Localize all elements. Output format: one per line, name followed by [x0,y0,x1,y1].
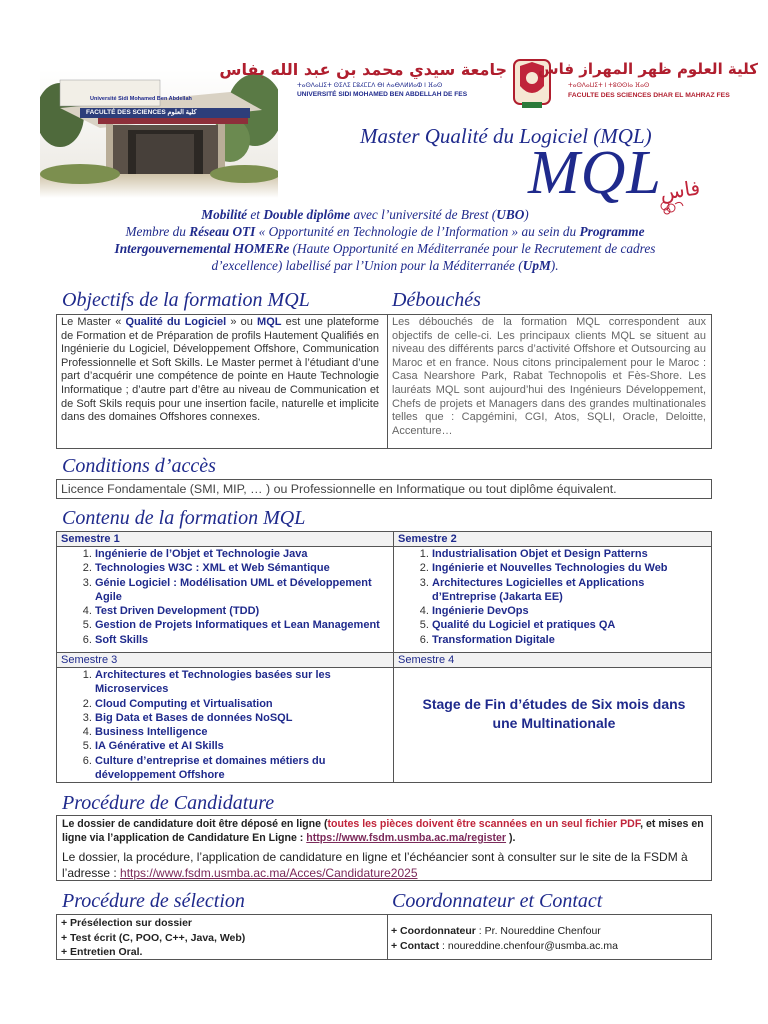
course-item: 6. Soft Skills [95,633,393,647]
course-item: 3. Big Data et Bases de données NoSQL [95,711,353,725]
conditions-title: Conditions d’accès [62,455,216,477]
coordinator-label: + Coordonnateur [391,925,476,937]
course-item: 4. Test Driven Development (TDD) [95,604,393,618]
qualite-logiciel-text: Qualité du Logiciel [125,316,227,328]
photo-sign-line2: FACULTÉ DES SCIENCES كلية العلوم [86,109,197,116]
selection-item: + Entretien Oral. [61,946,143,958]
course-item: 3. Architectures Logicielles et Applications d’Entreprise (Jakarta EE) [432,576,711,605]
selection-contact-divider [387,915,388,959]
master-title: Master Qualité du Logiciel (MQL) [360,124,652,148]
intro-text: ) [524,207,529,222]
selection-item: + Présélection sur dossier [61,917,193,929]
university-name-tifinagh: ⵜⴰⵙⴷⴰⵡⵉⵜ ⵙⵉⴷⵉ ⵎⵓⵃⵎⵎⴷ ⴱⵏ ⵄⴰⴱⴷⵍⵍⴰⵀ ⵏ ⴼⴰⵙ [297,82,443,89]
candidature-box [56,815,712,881]
candidature-text: Le dossier de candidature doit être déposé en ligne ( [62,818,328,830]
column-divider [387,315,388,448]
course-item: 3. Génie Logiciel : Modélisation UML et Développement Agile [95,576,393,605]
mql-text: MQL [257,316,282,328]
semestre-4-label: Semestre 4 [394,653,711,668]
semestre-1-label: Semestre 1 [57,532,393,547]
candidature-text: Le dossier, la procédure, l’application de candidature en ligne et l’échéancier sont à consulter sur le site de la FSDM à l’adresse : [62,850,688,880]
intro-block [60,206,710,274]
semestre-4-text: Stage de Fin d’études de Six mois dans une Multinationale [422,696,686,731]
course-item: 2. Cloud Computing et Virtualisation [95,697,353,711]
selection-item: + Test écrit (C, POO, C++, Java, Web) [61,931,246,944]
semestre-2-list [394,547,711,647]
intro-text: Membre du [125,224,190,239]
contenu-title: Contenu de la formation MQL [62,507,306,529]
course-item: 5. Qualité du Logiciel et pratiques QA [432,618,711,632]
intro-line-3 [60,240,710,257]
course-item: 4. Ingénierie DevOps [432,604,711,618]
course-item: 4. Business Intelligence [95,725,353,739]
semestre-1-cell [57,532,393,647]
university-logo [219,60,507,105]
contact-label: + Contact [391,940,440,952]
mql-logo-text: MQL [528,139,662,207]
objectifs-text-part: » ou [226,316,258,328]
course-item: 5. IA Générative et AI Skills [95,739,353,753]
pdf-requirement-text: toutes les pièces doivent être scannées en un seul fichier PDF [327,818,641,830]
intro-line-2 [60,223,710,240]
register-link[interactable]: https://www.fsdm.usmba.ac.ma/register [306,832,507,844]
mql-arabic-text: فاس [658,175,702,205]
semestre-4-cell [394,653,711,782]
intro-text: avec l’université de Brest ( [350,207,497,222]
semestre-3-label: Semestre 3 [57,653,393,668]
course-item: 6. Culture d’entreprise et domaines métiers du développement Offshore [95,754,353,783]
reseau-oti-text: Réseau OTI [189,224,256,239]
faculty-name-tifinagh: ⵜⴰⵙⴷⴰⵡⵉⵜ ⵏ ⵜⵓⵙⵙⵏⴰ ⴼⴰⵙ [568,82,650,89]
candidature-paragraph-1 [62,817,706,845]
double-diploma-text: Double diplôme [263,207,351,222]
candidature-text: ). [506,832,516,844]
programme-text: Programme [579,224,645,239]
candidature-link[interactable]: https://www.fsdm.usmba.ac.ma/Acces/Candidature2025 [120,865,418,880]
contact-info [391,924,618,954]
semestre-2-cell [394,532,711,647]
mobility-text: Mobilité [201,207,248,222]
upm-text: UpM [522,258,551,273]
semestre-1-list [57,547,393,647]
intro-line-4 [60,257,710,274]
intro-line-1 [20,206,710,223]
course-item: 2. Technologies W3C : XML et Web Sémantique [95,561,393,575]
intro-text: et [247,207,264,222]
faculty-building-photo [40,70,278,198]
faculty-logo [537,60,758,105]
semestre-2-label: Semestre 2 [394,532,711,547]
intro-text: (Haute Opportunité en Méditerranée pour le Recrutement de cadres [289,241,656,256]
objectifs-text [61,316,379,425]
course-item: 1. Ingénierie de l’Objet et Technologie Java [95,547,393,561]
selection-title: Procédure de sélection [62,890,245,912]
semestre-3-cell [57,653,393,782]
university-name-french: UNIVERSITÉ SIDI MOHAMED BEN ABDELLAH DE FES [297,91,468,98]
debouches-text: Les débouchés de la formation MQL correspondent aux objectifs de celle-ci. Les principaux clients MQL se situent au niveau des différents parcs d’activité Offshore et Outsourcing au Maroc et en france. Nous citons principalement pour le Maroc : Casa Nearshore Park, Rabat Technopolis et Fès-Shore. Les lauréats MQL sont aujourd’hui des Ingénieurs Développement, Chefs de projets et Managers dans des grandes multinationales telles que : Capgémini, CGI, Atos, SQLI, Oracle, Deloitte, Accenture… [392,316,706,437]
candidature-text: , et mises en ligne via l’application de Candidature En Ligne : [62,818,704,844]
faculty-name-arabic: كلية العلوم ظهر المهراز فاس [537,60,758,78]
candidature-title: Procédure de Candidature [62,792,275,814]
semestre-3-list [57,668,393,782]
selection-contact-table [56,914,712,960]
university-name-arabic: جامعة سيدي محمد بن عبد الله بفاس [219,60,507,79]
objectifs-text-part: est une plateforme de Formation et de Préparation de profils Hautement Qualifiés en Ingénierie du Logiciel, Développement Offshore, Communication Professionnelle et Soft Skills. Le Master permet à l’étudiant d’une part d’acquérir une compétence de pointe en Haute Technologie Informatique ; d’autre part d’être au niveau de Communication et de Soft Skils requis pour une insertion facile, naturelle et implicite dans des domaines Offshores connexes. [61,316,380,424]
objectifs-title: Objectifs de la formation MQL [62,289,310,311]
debouches-title: Débouchés [392,289,481,311]
candidature-paragraph-2 [62,850,706,881]
course-item: 2. Ingénierie et Nouvelles Technologies du Web [432,561,711,575]
contact-row [391,939,618,954]
homere-text: Intergouvernemental HOMERe [114,241,290,256]
building-illustration [40,70,278,198]
course-item: 1. Architectures et Technologies basées sur les Microservices [95,668,353,697]
selection-list [61,916,245,960]
contenu-table [56,531,712,783]
contact-title: Coordonnateur et Contact [392,890,603,912]
objectifs-text-part: Le Master « [61,316,126,328]
intro-text: d’excellence) labellisé par l’Union pour la Méditerranée ( [211,258,523,273]
coordinator-value: : Pr. Noureddine Chenfour [475,925,601,937]
faculty-name-french: FACULTE DES SCIENCES DHAR EL MAHRAZ FES [568,92,730,99]
objectifs-debouches-table [56,314,712,449]
course-item: 6. Transformation Digitale [432,633,711,647]
conditions-text: Licence Fondamentale (SMI, MIP, … ) ou Professionnelle en Informatique ou tout diplôme équivalent. [61,482,617,496]
ubo-text: UBO [496,207,525,222]
photo-sign-line1: Université Sidi Mohamed Ben Abdellah [90,96,192,102]
course-item: 1. Industrialisation Objet et Design Patterns [432,547,711,561]
conditions-box [56,479,712,499]
course-item: 5. Gestion de Projets Informatiques et Lean Management [95,618,393,632]
intro-text: ). [550,258,559,273]
contact-email[interactable]: : noureddine.chenfour@usmba.ac.ma [439,940,618,952]
intro-text: « Opportunité en Technologie de l’Information » au sein du [255,224,580,239]
coordinator-row [391,924,618,939]
